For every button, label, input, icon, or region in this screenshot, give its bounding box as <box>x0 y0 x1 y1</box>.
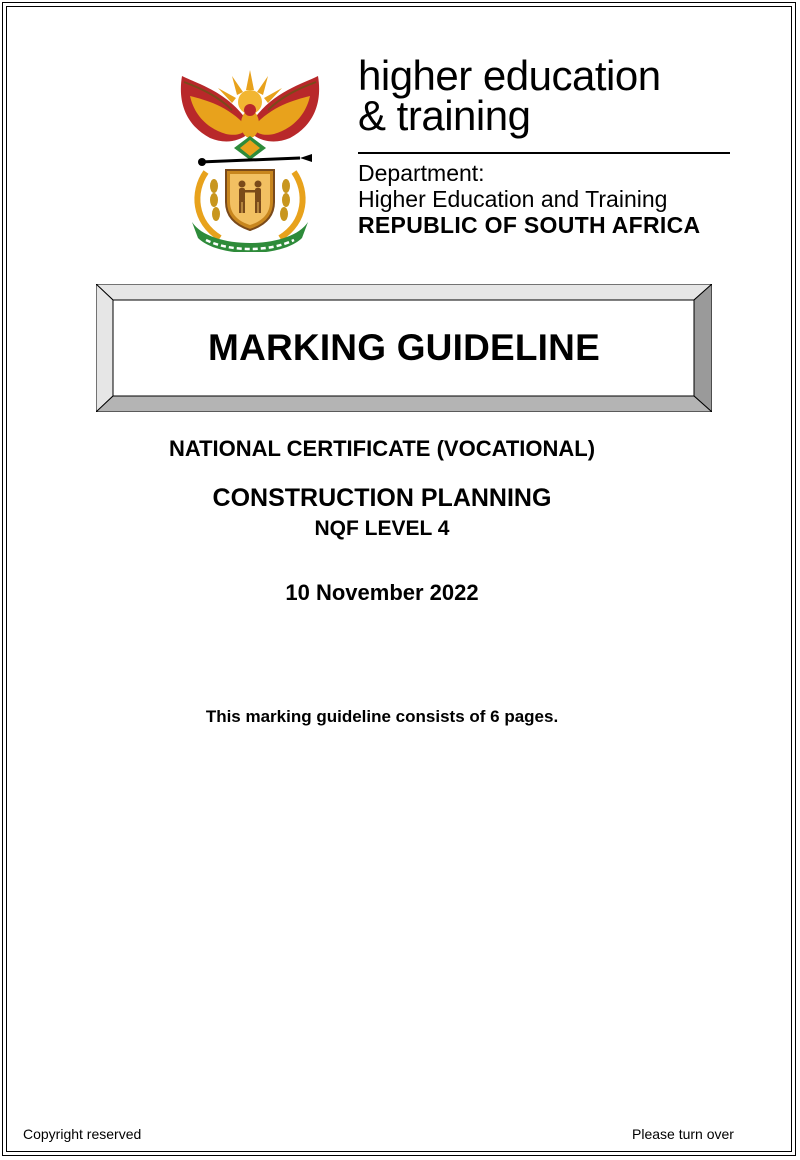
document-title: MARKING GUIDELINE <box>208 327 600 368</box>
department-divider <box>358 152 730 154</box>
department-line-training: & training <box>358 92 531 139</box>
coat-of-arms-icon <box>170 62 330 252</box>
department-country: REPUBLIC OF SOUTH AFRICA <box>358 212 701 238</box>
footer-turn-over: Please turn over <box>632 1126 734 1142</box>
page-count-note: This marking guideline consists of 6 pages. <box>205 707 559 726</box>
department-header <box>358 52 738 238</box>
certificate-heading: NATIONAL CERTIFICATE (VOCATIONAL) <box>168 436 596 461</box>
department-name: Higher Education and Training <box>358 186 668 212</box>
subject-heading: CONSTRUCTION PLANNING <box>212 484 552 512</box>
title-frame <box>96 284 712 412</box>
department-line-higher-education: higher education <box>358 52 661 99</box>
department-label: Department: <box>358 160 485 186</box>
footer-copyright: Copyright reserved <box>23 1126 142 1142</box>
exam-date: 10 November 2022 <box>285 580 479 605</box>
nqf-level: NQF LEVEL 4 <box>314 517 450 540</box>
